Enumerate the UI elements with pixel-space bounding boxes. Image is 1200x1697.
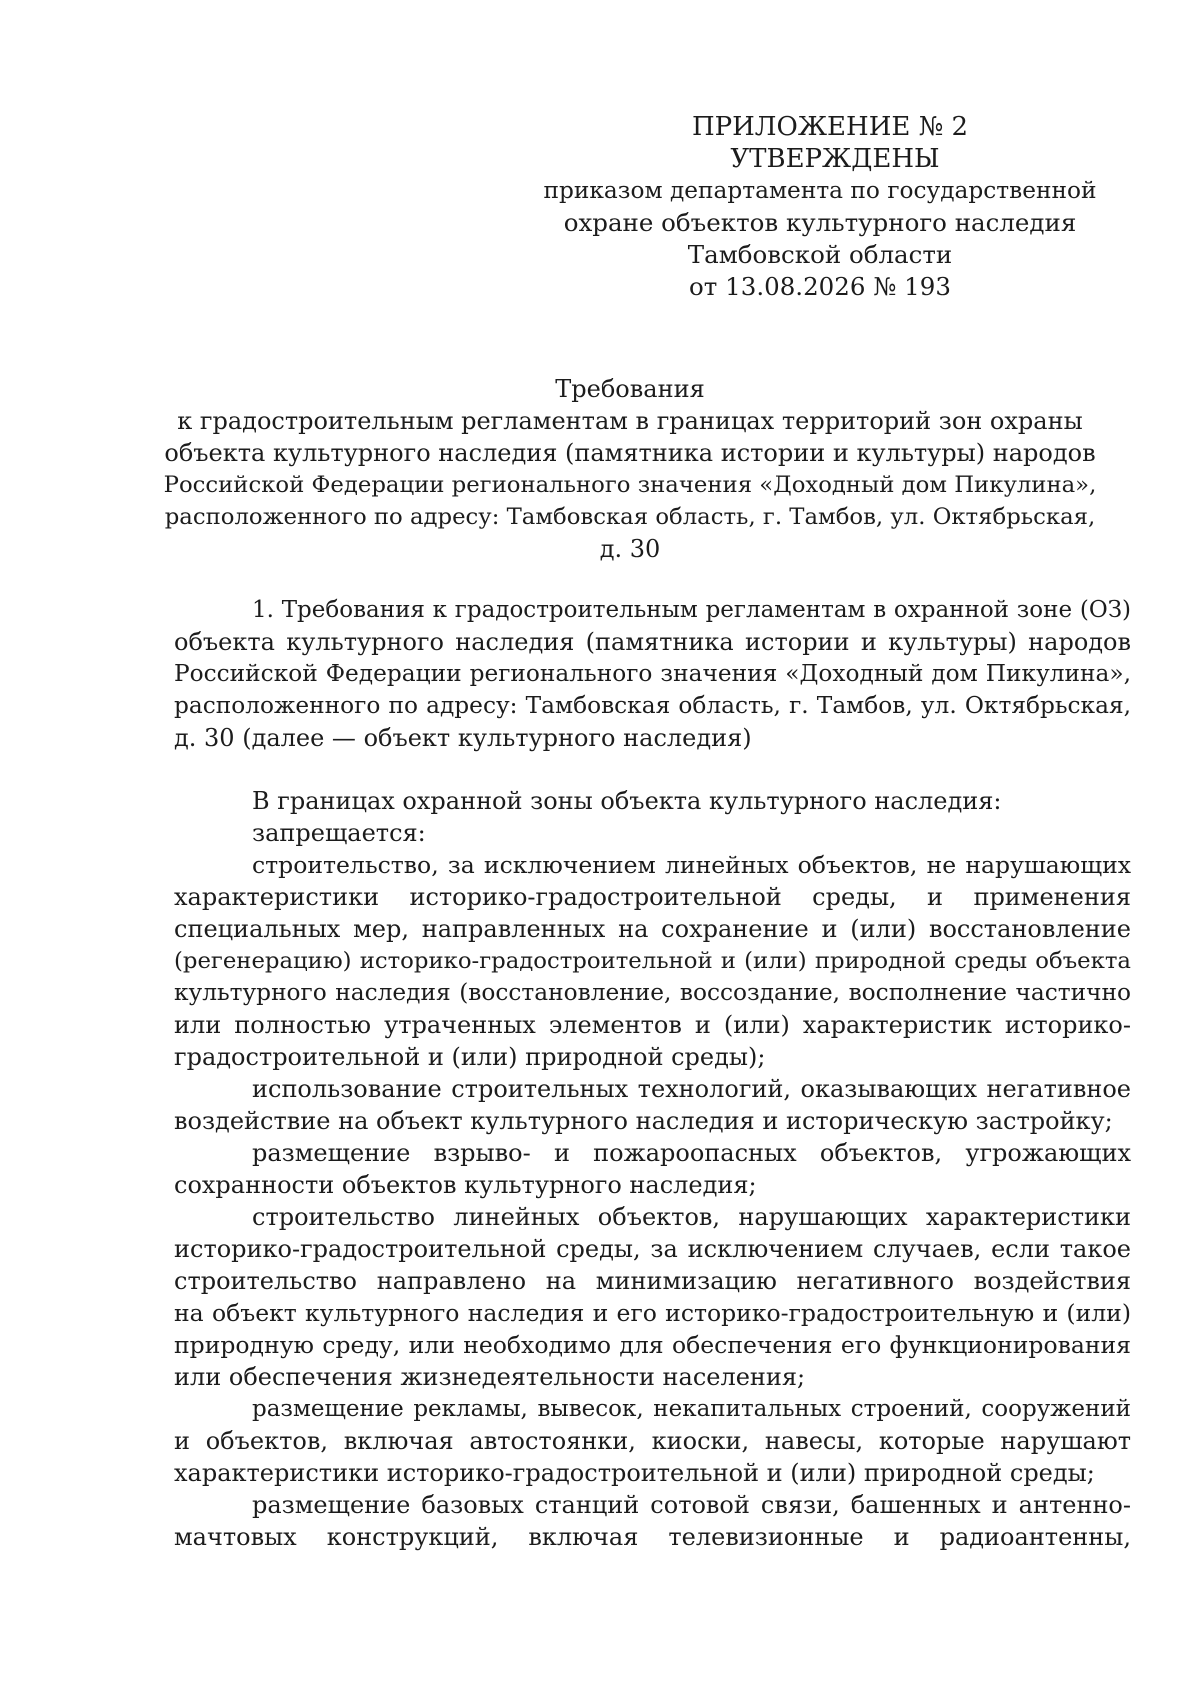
section-line: 1. Требования к градостроительным регламентам в охранной зоне (ОЗ) bbox=[252, 597, 1131, 623]
item-line: на объект культурного наследия и его историко-градостроительную и (или) bbox=[174, 1299, 1131, 1327]
item-line: сохранности объектов культурного наследия; bbox=[174, 1171, 757, 1199]
item-line: строительство линейных объектов, нарушающих характеристики bbox=[252, 1203, 1131, 1231]
title-line: д. 30 bbox=[599, 535, 661, 563]
item-line: (регенерацию) историко-градостроительной и (или) природной среды объекта bbox=[174, 948, 1131, 974]
boundaries-intro bbox=[174, 785, 1131, 849]
approval-line: Тамбовской области bbox=[687, 240, 953, 269]
section-line: д. 30 (далее — объект культурного наследия) bbox=[174, 724, 752, 752]
item-line: воздействие на объект культурного наследия и историческую застройку; bbox=[174, 1107, 1113, 1135]
item-line: природную среду, или необходимо для обеспечения его функционирования bbox=[174, 1331, 1131, 1359]
approved-label: УТВЕРЖДЕНЫ bbox=[730, 144, 940, 174]
list-item bbox=[174, 849, 1131, 1073]
section-line: Российской Федерации регионального значения «Доходный дом Пикулина», bbox=[174, 660, 1131, 687]
approval-line: охране объектов культурного наследия bbox=[563, 208, 1077, 237]
item-line: или обеспечения жизнедеятельности населения; bbox=[174, 1363, 806, 1391]
item-line: или полностью утраченных элементов и (или) характеристик историко- bbox=[174, 1011, 1131, 1039]
list-item bbox=[174, 1489, 1131, 1553]
intro-line: В границах охранной зоны объекта культурного наследия: bbox=[252, 787, 1002, 815]
list-item bbox=[174, 1073, 1131, 1137]
section-1 bbox=[174, 594, 1131, 754]
section-line: расположенного по адресу: Тамбовская область, г. Тамбов, ул. Октябрьская, bbox=[174, 692, 1131, 719]
prohibited-label: запрещается: bbox=[252, 819, 426, 847]
item-line: размещение взрыво- и пожароопасных объектов, угрожающих bbox=[252, 1139, 1131, 1167]
item-line: культурного наследия (восстановление, воссоздание, восполнение частично bbox=[174, 979, 1131, 1006]
list-item bbox=[174, 1137, 1131, 1201]
title-line: Российской Федерации регионального значения «Доходный дом Пикулина», bbox=[163, 472, 1097, 498]
item-line: мачтовых конструкций, включая телевизионные и радиоантенны, bbox=[174, 1523, 1131, 1551]
title-heading: Требования bbox=[555, 375, 705, 403]
item-line: использование строительных технологий, оказывающих негативное bbox=[252, 1075, 1131, 1103]
title-line: к градостроительным регламентам в границах территорий зон охраны bbox=[177, 407, 1083, 435]
item-line: характеристики историко-градостроительной и (или) природной среды; bbox=[174, 1459, 1095, 1487]
list-item bbox=[174, 1393, 1131, 1489]
list-item bbox=[174, 1201, 1131, 1393]
item-line: градостроительной и (или) природной среды); bbox=[174, 1043, 766, 1071]
section-line: объекта культурного наследия (памятника истории и культуры) народов bbox=[174, 628, 1131, 656]
item-line: размещение рекламы, вывесок, некапитальных строений, сооружений bbox=[252, 1396, 1131, 1422]
item-line: характеристики историко-градостроительной среды, и применения bbox=[174, 883, 1131, 911]
prohibited-list bbox=[174, 849, 1131, 1553]
item-line: строительство направлено на минимизацию негативного воздействия bbox=[174, 1267, 1131, 1295]
approval-line: приказом департамента по государственной bbox=[543, 177, 1097, 204]
document-title bbox=[160, 373, 1100, 565]
title-line: объекта культурного наследия (памятника истории и культуры) народов bbox=[164, 439, 1096, 467]
title-line: расположенного по адресу: Тамбовская область, г. Тамбов, ул. Октябрьская, bbox=[164, 504, 1096, 530]
item-line: историко-градостроительной среды, за исключением случаев, если такое bbox=[174, 1235, 1131, 1263]
item-line: строительство, за исключением линейных объектов, не нарушающих bbox=[252, 851, 1131, 879]
item-line: и объектов, включая автостоянки, киоски, навесы, которые нарушают bbox=[174, 1427, 1131, 1455]
item-line: размещение базовых станций сотовой связи, башенных и антенно- bbox=[252, 1491, 1131, 1519]
approval-date: от 13.08.2026 № 193 bbox=[689, 272, 951, 301]
item-line: специальных мер, направленных на сохранение и (или) восстановление bbox=[174, 915, 1131, 943]
approval-header bbox=[540, 111, 1100, 303]
appendix-number: ПРИЛОЖЕНИЕ № 2 bbox=[691, 112, 969, 142]
